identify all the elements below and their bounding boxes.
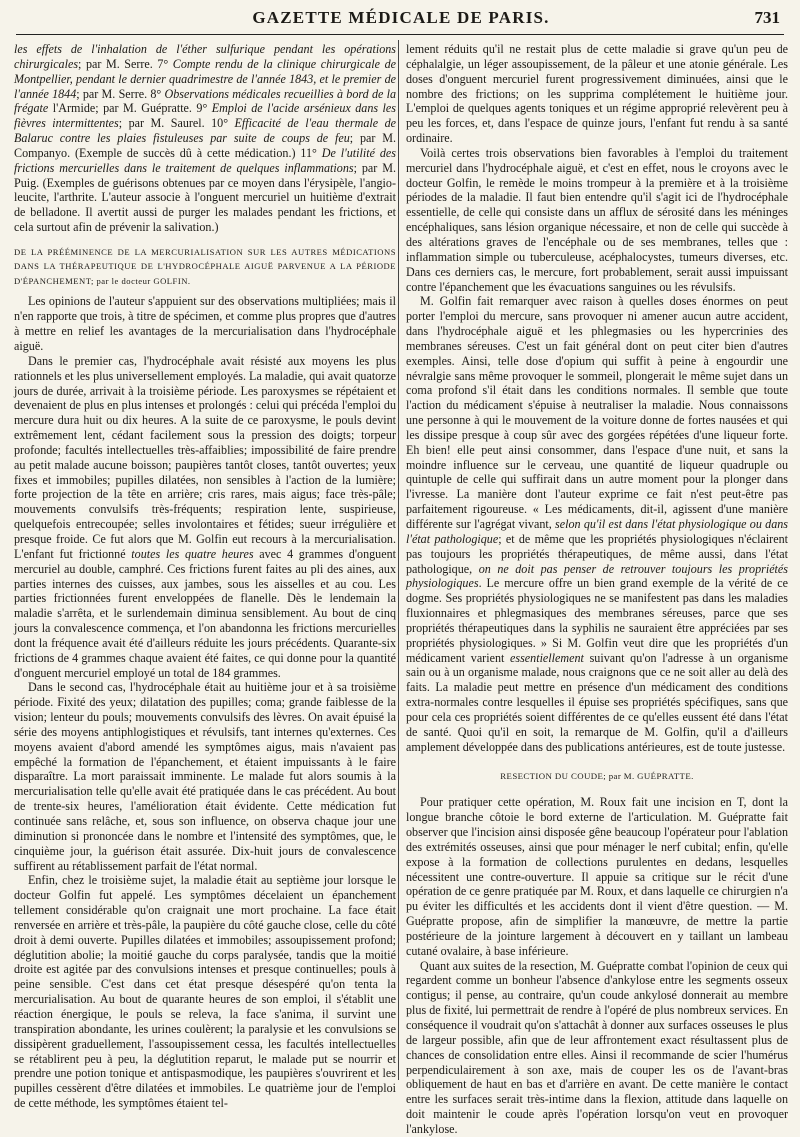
italic-title: les effets de l'inhalation de l'éther sulfurique pendant les opérations chirurgicales xyxy=(14,42,396,71)
text-run: suivant qu'on l'adresse à un organisme sain ou à un organisme malade, nous craignons que ce ne soit aller au delà des faits. La maladie peut mettre en présence d'un médicament des conditions extra-normales contre lesquelles il épuise ses propriétés spécifiques, sans que pour cela ces propriétés soient différentes de ce qu'elles eussent été dans l'état de santé. Quoi qu'il en soit, la remarque de M. Golfin, qu'il a d'ailleurs amplement développée dans des publications antérieures, est de toute justesse. xyxy=(406,650,788,754)
italic-phrase: essentiellement xyxy=(510,650,584,665)
text-run: ; par M. Serre. 7° xyxy=(78,56,173,71)
running-title: GAZETTE MÉDICALE DE PARIS. xyxy=(252,8,550,27)
section-title-resection: RESECTION DU COUDE; par M. GUÉPRATTE. xyxy=(500,770,694,781)
text-run: ; par M. Puig. (Exemples de guérisons obtenues par ce moyen dans l'érysipèle, l'angio-leucite, l'arthrite. L'auteur associe à l'onguent mercuriel un huitième d'extrait de belladone. Il avertit aussi de purger les malades pendant les frictions, et cela surtout afin de prévenir la salivation.) xyxy=(14,160,396,235)
text-run: M. Golfin fait remarquer avec raison à quelles doses énormes on peut porter l'emploi du mercure, sans provoquer ni amener aucun autre accident, dans l'hydrocéphale aiguë et les phlegmasies ou les hypercrinies des membranes séreuses. C'est un fait général dont on peut citer bien d'autres exemples. Ainsi, telle dose d'opium qui suffit à peine à engourdir une névralgie sans même provoquer le sommeil, plongerait le même sujet dans un coma profond s'il était dans les conditions normales. Il semble que toute l'action du médicament s'épuise à neutraliser la maladie. Nous connaissons une personne à qui le mouvement de la voiture donne de fortes nausées et qui les dissipe presque à coup sûr avec des gorgées répétées d'une liqueur forte. Eh bien! elle peut ainsi consommer, dans l'espace d'une nuit, et sans la moindre influence sur le cerveau, une quantité de liqueur quadruple ou quintuple de celle qui suffirait dans un autre moment pour la plonger dans l'ivresse. La manière dont l'auteur exprime ce fait n'est peut-être pas parfaitement rigoureuse. « Les médicaments, dit-il, agissent d'une manière différente sur l'agrégat vivant, xyxy=(406,294,788,531)
header-rule xyxy=(16,34,784,35)
paragraph-third-case: Enfin, chez le troisième sujet, la maladie était au septième jour lorsque le docteur Golfin fut appelé. Les symptômes décelaient un épanchement tellement considérable qu'on craignait une mort prochaine. La face était renversée en arrière et très-pâle, la paupière du côté gauche close, celle du côté droit à demi ouverte. Pupilles dilatées et immobiles; assoupissement profond; déglutition abolie; la moitié gauche du corps paralysée, tandis que la moitié droite est agitée par des convulsions intenses et presque continuelles; pouls à peine sensible. C'est dans cet état presque désespéré qu'on tenta la mercurialisation. Au bout de quarante heures de son emploi, il s'établit une réaction énergique, le pouls se releva, la face s'anima, il survint une transpiration abondante, les urines coulèrent; la paralysie et les convulsions se dissipèrent graduellement, l'assoupissement cessa, les facultés intellectuelles se rétablirent peu à peu, la déglutition reparut, le malade put se nourrir et prendre une potion tonique et antispasmodique, les paupières s'ouvrirent et les pupilles cessèrent d'être dilatées et immobiles. Le quatrième jour de l'emploi de cette méthode, les symptômes étaient tel- xyxy=(14,873,396,1111)
italic-title: Observations médicales recueillies à bord de la frégate xyxy=(14,86,397,116)
italic-title: Emploi de l'acide arsénieux dans les fièvres intermittentes xyxy=(14,101,396,131)
text-run: . Le mercure offre un bien grand exemple de la vérité de ce dogme. Ses propriétés physiologiques ne se manifestent pas dans les maladies fluxionnaires et phlegmasiques des membranes séreuses, parce que ses propriétés thérapeutiques dans la syphilis ne sauraient être appréciées par ses propriétés physiologiques. » Si M. Golfin veut dire que les propriétés d'un médicament varient xyxy=(406,576,788,665)
paragraph-operation: Pour pratiquer cette opération, M. Roux fait une incision en T, dont la longue branche côtoie le bord externe de l'articulation. M. Guépratte fait observer que l'incision ainsi disposée gêne beaucoup l'opérateur pour l'ablation des extrémités osseuses, ainsi que pour ménager le nerf cubital; enfin, qu'elle expose à la formation de collections purulentes en dedans, lesquelles nécessitent une contre-ouverture. Il appuie sa critique sur le récit d'une opération de ce genre pratiquée par M. Roux, et dans laquelle ce chirurgien n'a pu éviter les difficultés et les accidents dont il vient d'être question. — M. Guépratte propose, afin de simplifier la manœuvre, de mettre la partie postérieure de la jointure largement à découvert en y taillant un lambeau cutané ovalaire, à base inférieure. xyxy=(406,795,788,958)
italic-title: Efficacité de l'eau thermale de Balaruc contre les plaies fistuleuses par suite de coups de feu xyxy=(14,116,396,146)
paragraph-ankylosis: Quant aux suites de la resection, M. Guépratte combat l'opinion de ceux qui regardent comme un bonheur l'absence d'ankylose entre les segments osseux contigus; il pense, au contraire, qu'un coude ankylosé donnerait au membre plus de fixité, lui permettrait de rendre à l'opéré de plus nombreux services. En conséquence il voudrait qu'on s'attachât à donner aux surfaces osseuses le plus de largeur possible, afin que de leur affrontement exact résultassent plus de chances de consolidation entre elles. Ainsi il recommande de scier l'humérus perpendiculairement à son axe, mais de couper les os de l'avant-bras obliquement de haut en bas et d'arrière en avant. De cette manière le contact entre les surfaces serait très-intime dans la flexion, attitude dans laquelle on doit maintenir le coude après l'opération lorsqu'on veut en provoquer l'ankylose. xyxy=(406,958,788,1136)
page-header xyxy=(22,8,780,30)
text-run: ; par M. Saurel. 10° xyxy=(118,116,235,131)
text-run: ; par M. Serre. 8° xyxy=(76,86,165,101)
italic-title: De l'utilité des frictions mercurielles dans le traitement de quelques inflammations xyxy=(14,145,396,175)
right-column xyxy=(406,42,789,1136)
paragraph-doses xyxy=(406,294,788,754)
text-run: Dans le premier cas, l'hydrocéphale avait résisté aux moyens les plus rationnels et les plus universellement employés. La maladie, qui avait quatorze jours de durée, arrivait à la troisième période. Les paroxysmes se répétaient et devenaient de plus en plus intenses et prolongés : celui qui précéda l'emploi du mercure dura huit ou dix heures. A la suite de ce paroxysme, le pouls devint extrêmement lent, cédant facilement sous la pression des doigts; torpeur profonde; facultés intellectuelles très-affaiblies; impossibilité de faire prendre au petit malade aucune boisson; paupières tantôt closes, tantôt ouvertes; yeux fixes et immobiles; pupilles dilatées, non sensibles à l'action de la lumière; forte projection de la tête en arrière; cris rares, mais aigus; face très-pâle; mouvements convulsifs très-fréquents; respiration lente, suspirieuse, quelquefois entrecoupée; selles involontaires et fétides; sueur irrégulière et presque froide. Ce fut alors que M. Golfin eut recours à la mercurialisation. L'enfant fut frictionné xyxy=(14,353,396,561)
page-number: 731 xyxy=(754,8,780,27)
text-run: l'Armide; par M. Guépratte. 9° xyxy=(48,101,212,116)
text-run: ; et de même que les propriétés physiologiques n'éclairent pas toujours les propriétés thérapeutiques, de même aussi, dans l'état pathologique, xyxy=(406,531,788,576)
paragraph-second-case: Dans le second cas, l'hydrocéphale était au huitième jour et à sa troisième période. Fixité des yeux; dilatation des pupilles; coma; grande faiblesse de la vision; lenteur du pouls; mouvements convulsifs des lèvres. On avait épuisé la série des moyens antiphlogistiques et révulsifs, tant internes qu'externes. Ces moyens avaient d'abord amendé les symptômes aigus, mais n'avaient pas empêché la formation de l'épanchement, et étaient impuissants à le faire disparaître. La mort paraissait imminente. Le malade fut alors soumis à la mercurialisation telle qu'elle avait été pratiquée dans le cas précédent. Au bout de trente-six heures, l'amélioration était évidente. Cette médication fut continuée sans relâche, et, sous son influence, on observa chaque jour une diminution si prononcée dans le nombre et l'intensité des symptômes, que, le cinquième jour, la guérison était assurée. Dix-huit jours de convalescence suffirent au rétablissement parfait de l'état normal. xyxy=(14,680,396,873)
text-run: ; par M. Companyo. (Exemple de succès dû à cette médication.) 11° xyxy=(14,131,396,160)
italic-title: Compte rendu de la clinique chirurgicale de Montpellier, pendant le dernier quadrimestre de l'année 1843, et le premier de l'année 1844 xyxy=(14,56,396,101)
italic-phrase: on ne doit pas penser de retrouver toujours les propriétés physiologiques xyxy=(406,561,788,591)
paragraph-first-case xyxy=(14,354,396,681)
text-run: avec 4 grammes d'onguent mercuriel au double, camphré. Ces frictions furent faites au pli des aines, aux parties internes des cuisses, aux jambes, sous les aisselles et au cou. Les parties frictionnées furent enveloppées de flanelle. Dès le lendemain la maladie s'arrêta, et le surlendemain diminua sensiblement. Au bout de cinq jours la convalescence commença, et l'on abandonna les frictions mercurielles dont la fréquence avait été d'ailleurs réduite les jours précédents. Quarante-six frictions de 4 grammes chaque avaient été faites, ce qui donne pour la quantité d'onguent mercuriel employé un total de 184 grammes. xyxy=(14,546,396,680)
paragraph-intro: Les opinions de l'auteur s'appuient sur des observations multipliées; mais il n'en rapporte que trois, à titre de spécimen, et comme plus propres que d'autres à mettre en relief les avantages de la mercurialisation dans l'hydrocéphale aiguë. xyxy=(14,294,396,353)
paragraph-commentary: Voilà certes trois observations bien favorables à l'emploi du traitement mercuriel dans l'hydrocéphale aiguë, et c'est en effet, nous le croyons avec le docteur Golfin, le remède le moins trompeur à la première et à la troisième périodes de la maladie. Il faut bien entendre qu'il s'agit ici de l'hydrocéphale essentielle, de celle qui consiste dans un afflux de sérosité dans les méninges encéphaliques, sans lésion organique nécessaire, et non de celle qui succède à des altérations graves de l'encéphale ou de ses membranes, telles que : inflammation simple ou tuberculeuse, acéphalocystes, tumeurs diverses, etc. Dans ces derniers cas, le mercure, fort probablement, serait aussi impuissant contre l'épanchement que les évacuations sanguines ou les révulsifs. xyxy=(406,145,788,294)
section-heading-golfin: DE LA PRÉÉMINENCE DE LA MERCURIALISATION SUR LES AUTRES MÉDICATIONS DANS LA THÉRAPEUTIQUE DE L'HYDROCÉPHALE AIGUË PARVENUE A LA PÉRIODE D'ÉPANCHEMENT; par le docteur GOLFIN. xyxy=(14,246,396,286)
column-divider xyxy=(398,40,399,1080)
paragraph-reviews-list xyxy=(14,42,396,235)
italic-phrase: toutes les quatre heures xyxy=(131,546,254,561)
italic-phrase: selon qu'il est dans l'état physiologique ou dans l'état pathologique xyxy=(406,517,789,546)
left-column xyxy=(14,42,397,1111)
paragraph-continuation: lement réduits qu'il ne restait plus de cette maladie si grave qu'un peu de céphalalgie, un léger assoupissement, de la pâleur et une atonie générale. Les doses d'onguent mercuriel furent progressivement diminuées, ainsi que le nombre des frictions; on les supprima complétement le huitième jour. L'emploi de quelques agents toniques et un régime approprié relevèrent peu à peu les forces, et, dans l'espace de quinze jours, l'enfant fut rendu à sa santé ordinaire. xyxy=(406,42,788,146)
